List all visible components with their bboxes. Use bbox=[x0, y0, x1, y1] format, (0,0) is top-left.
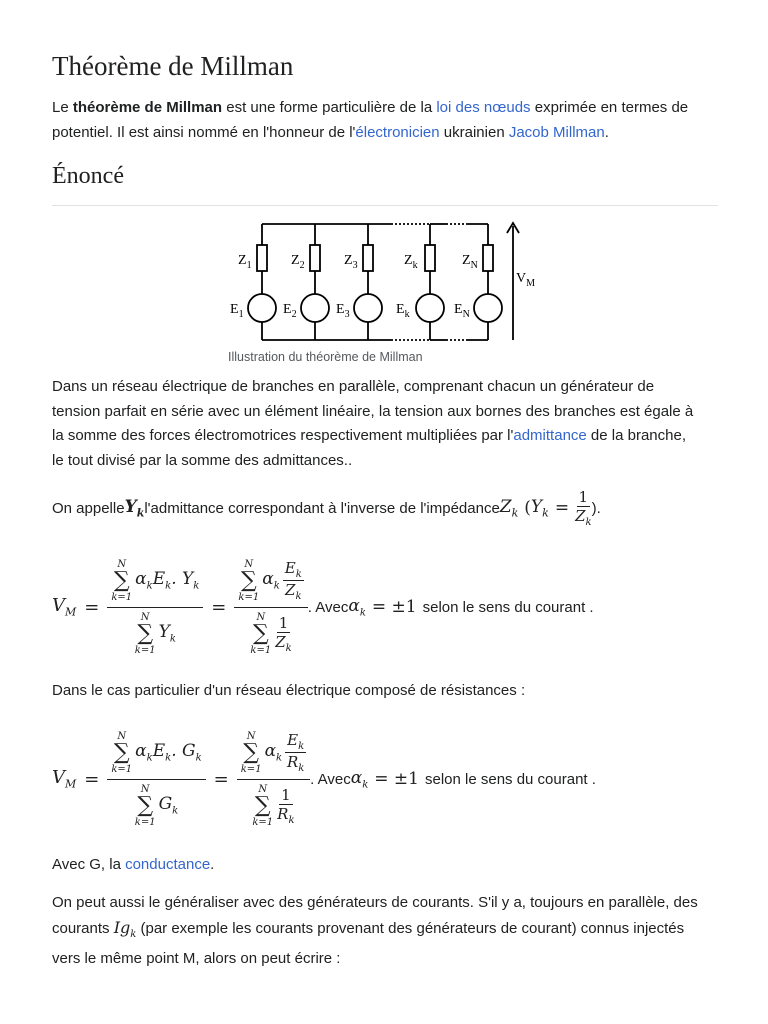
math-pm: = ±1 bbox=[371, 597, 417, 617]
text: On appelle bbox=[52, 499, 125, 517]
millman-circuit-figure bbox=[226, 216, 546, 346]
text: courants bbox=[52, 919, 114, 937]
paragraph-admittance bbox=[52, 486, 718, 530]
math-equals: = bbox=[211, 596, 227, 618]
math-zk: $Z_k$ bbox=[499, 496, 519, 520]
sum-limits: N ∑ k=1 bbox=[134, 783, 156, 828]
sum-limits: N ∑ k=1 bbox=[134, 611, 156, 656]
text: potentiel. Il est ainsi nommé en l'honneur de l' bbox=[52, 123, 356, 141]
denominator bbox=[135, 608, 176, 656]
numerator bbox=[107, 731, 205, 780]
section-divider bbox=[52, 205, 718, 206]
math-paren: ( bbox=[524, 498, 531, 518]
inner-frac: $\frac{E_k}{R_k}$ bbox=[286, 731, 305, 774]
label-zk: $Z_k$ bbox=[404, 253, 418, 271]
math-equals: = bbox=[554, 498, 570, 518]
text: ukrainien bbox=[439, 123, 509, 141]
math-term: $\alpha_kE_k$. $G_k$ bbox=[135, 741, 202, 764]
link-jacob-millman[interactable]: Jacob Millman bbox=[508, 123, 605, 141]
math-term: $G_k$ bbox=[158, 794, 179, 817]
figure-caption: Illustration du théorème de Millman bbox=[228, 350, 423, 364]
sum-limits: N ∑ k=1 bbox=[250, 611, 272, 656]
text: la somme des forces électromotrices respectivement multipliées par l' bbox=[52, 427, 514, 444]
label-en: $E_N$ bbox=[454, 302, 470, 320]
inner-frac: $\frac{E_k}{Z_k}$ bbox=[284, 559, 302, 602]
text: exprimée en termes de bbox=[530, 99, 689, 116]
denominator: $Z_k$ bbox=[575, 507, 592, 528]
denominator bbox=[135, 780, 178, 828]
math-equals: = bbox=[84, 596, 100, 618]
formula-millman-conductance bbox=[52, 720, 718, 838]
formula-millman-admittance bbox=[52, 548, 718, 666]
math-frac-1-zk bbox=[575, 488, 592, 528]
math-vm: $V_M$ bbox=[52, 595, 77, 619]
math-term: $\alpha_kE_k$. $Y_k$ bbox=[135, 569, 200, 592]
numerator bbox=[107, 559, 203, 608]
frac-sum-ek-gk bbox=[107, 731, 205, 828]
text: le tout divisé par la somme des admittances.. bbox=[52, 451, 353, 469]
label-e3: $E_3$ bbox=[336, 302, 350, 320]
math-term: $\alpha_k$ bbox=[262, 569, 280, 592]
paragraph-conductance bbox=[52, 853, 718, 878]
link-loi-des-noeuds[interactable]: loi des nœuds bbox=[436, 99, 531, 116]
label-zn: $Z_N$ bbox=[462, 253, 478, 271]
label-ek: $E_k$ bbox=[396, 302, 410, 320]
text: Le bbox=[52, 99, 73, 116]
label-z3: $Z_3$ bbox=[344, 253, 358, 271]
math-equals: = bbox=[84, 768, 100, 790]
sum-limits: N ∑ k=1 bbox=[111, 558, 133, 603]
numerator bbox=[234, 559, 307, 608]
sum-limits: N ∑ k=1 bbox=[111, 730, 133, 775]
math-alpha: $\alpha_k$ bbox=[350, 767, 369, 791]
text: . bbox=[604, 123, 609, 141]
section-heading-enonce: Énoncé bbox=[52, 163, 124, 189]
text: selon le sens du courant . bbox=[422, 598, 594, 616]
math-vm: $V_M$ bbox=[52, 767, 77, 791]
link-admittance[interactable]: admittance bbox=[513, 427, 587, 444]
text: . bbox=[210, 856, 215, 873]
math-yk-eq: $Y_k$ bbox=[530, 496, 549, 520]
text: de la branche, bbox=[586, 427, 686, 444]
text: vers le même point M, alors on peut écrire : bbox=[52, 950, 341, 968]
link-conductance[interactable]: conductance bbox=[125, 856, 211, 873]
frac-sum-ek-zk bbox=[234, 559, 307, 656]
sum-limits: N ∑ k=1 bbox=[252, 783, 274, 828]
numerator bbox=[237, 731, 310, 780]
math-igk: $Ig_k$ bbox=[113, 917, 137, 940]
frac-sum-ek-rk bbox=[237, 731, 310, 828]
intro-paragraph bbox=[52, 96, 718, 145]
text: . Avec bbox=[307, 598, 349, 616]
text: l'admittance correspondant à l'inverse de l'impédance bbox=[144, 499, 500, 517]
text: . Avec bbox=[310, 770, 351, 788]
paragraph-current-generators bbox=[52, 891, 718, 972]
text: Dans un réseau électrique de branches en parallèle, comprenant chacun un générateur de bbox=[52, 378, 655, 395]
math-alpha: $\alpha_k$ bbox=[348, 595, 366, 619]
denominator bbox=[250, 608, 291, 656]
label-e2: $E_2$ bbox=[283, 302, 297, 320]
bold-term: théorème de Millman bbox=[72, 99, 223, 116]
math-term: $Y_k$ bbox=[158, 622, 176, 645]
math-equals: = bbox=[213, 768, 229, 790]
text: (par exemple les courants provenant des générateurs de courant) connus injectés bbox=[136, 919, 685, 937]
label-z2: $Z_2$ bbox=[291, 253, 305, 271]
text: ). bbox=[591, 499, 601, 517]
math-pm: = ±1 bbox=[374, 769, 419, 789]
math-yk: $Y_k$ bbox=[124, 496, 145, 520]
paragraph-resistances: Dans le cas particulier d'un réseau électrique composé de résistances : bbox=[52, 682, 526, 699]
text: Avec G, la bbox=[52, 856, 126, 873]
label-vm: $V_M$ bbox=[516, 271, 536, 289]
math-term: $\alpha_k$ bbox=[264, 741, 283, 764]
text: tension parfait en série avec un élément linéaire, la tension aux bornes des branches est égale à bbox=[52, 402, 694, 420]
label-z1: $Z_1$ bbox=[238, 253, 252, 271]
denominator bbox=[252, 780, 294, 828]
sum-limits: N ∑ k=1 bbox=[240, 730, 262, 775]
numerator: 1 bbox=[578, 488, 589, 506]
link-electronicien[interactable]: électronicien bbox=[355, 123, 440, 141]
page-title: Théorème de Millman bbox=[52, 51, 294, 81]
sum-limits: N ∑ k=1 bbox=[238, 558, 260, 603]
paragraph-definition bbox=[52, 375, 718, 473]
inner-frac: $\frac{1}{R_k}$ bbox=[277, 785, 295, 826]
text: selon le sens du courant . bbox=[424, 770, 596, 788]
label-e1: $E_1$ bbox=[230, 302, 244, 320]
inner-frac: $\frac{1}{Z_k}$ bbox=[275, 613, 292, 654]
text: On peut aussi le généraliser avec des générateurs de courants. S'il y a, toujours en parallèle, des bbox=[52, 894, 698, 911]
frac-sum-ek-yk bbox=[107, 559, 203, 656]
text: est une forme particulière de la bbox=[222, 99, 437, 116]
